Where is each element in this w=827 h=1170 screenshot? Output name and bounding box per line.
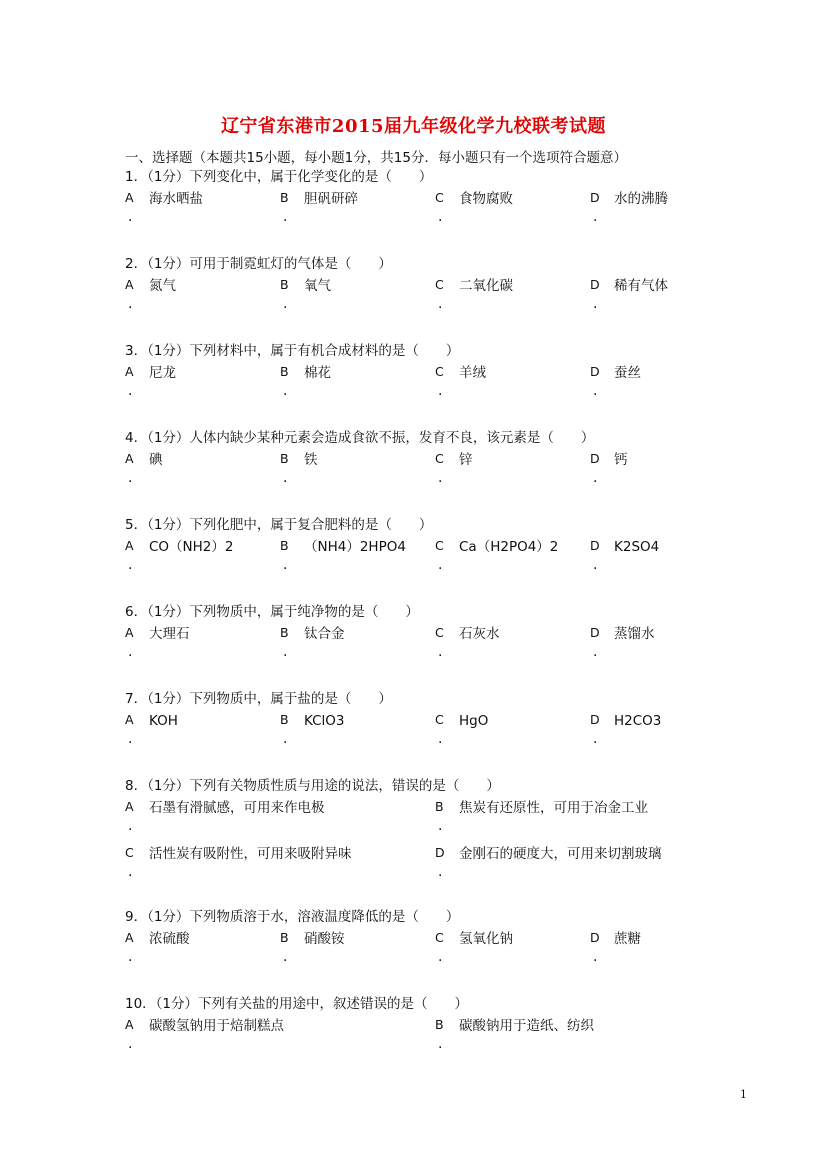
option-text: 锌 bbox=[459, 452, 473, 468]
question-4 bbox=[125, 427, 725, 495]
option-letter: C bbox=[435, 190, 444, 205]
option-text: 氮气 bbox=[149, 278, 176, 294]
option-letter: D bbox=[590, 930, 600, 945]
option-letter: A bbox=[125, 930, 134, 945]
option-text: 食物腐败 bbox=[459, 191, 513, 207]
option-letter: A bbox=[125, 451, 134, 466]
option-text: 钙 bbox=[614, 452, 628, 468]
option-dot: . bbox=[283, 209, 288, 225]
option-letter: C bbox=[435, 277, 444, 292]
option-text: 碘 bbox=[149, 452, 163, 468]
option-dot: . bbox=[128, 557, 133, 573]
question-1 bbox=[125, 166, 725, 234]
question-9 bbox=[125, 906, 725, 974]
option-row bbox=[125, 1015, 725, 1061]
question-stem: 1．（1分）下列变化中，属于化学变化的是（ ） bbox=[125, 169, 433, 185]
page-title: 辽宁省东港市2015届九年级化学九校联考试题 bbox=[220, 116, 607, 137]
option-dot: . bbox=[438, 557, 443, 573]
option-letter: B bbox=[280, 712, 289, 727]
option-letter: B bbox=[435, 799, 444, 814]
option-row bbox=[125, 928, 725, 974]
option-letter: A bbox=[125, 538, 134, 553]
option-row bbox=[125, 362, 725, 408]
option-dot: . bbox=[438, 731, 443, 747]
option-dot: . bbox=[438, 296, 443, 312]
option-letter: B bbox=[280, 364, 289, 379]
option-text: 碳酸氢钠用于焙制糕点 bbox=[149, 1018, 284, 1034]
option-text: 胆矾研碎 bbox=[304, 191, 358, 207]
option-text: HgO bbox=[459, 713, 489, 729]
option-letter: C bbox=[435, 930, 444, 945]
question-7 bbox=[125, 688, 725, 756]
option-text: 石墨有滑腻感，可用来作电极 bbox=[149, 800, 325, 816]
option-text: 棉花 bbox=[304, 365, 331, 381]
question-stem: 3．（1分）下列材料中，属于有机合成材料的是（ ） bbox=[125, 343, 460, 359]
option-dot: . bbox=[128, 383, 133, 399]
question-stem: 8．（1分）下列有关物质性质与用途的说法，错误的是（ ） bbox=[125, 778, 500, 794]
option-row bbox=[125, 275, 725, 321]
option-row bbox=[125, 623, 725, 669]
option-text: H2CO3 bbox=[614, 713, 662, 729]
option-text: 石灰水 bbox=[459, 626, 500, 642]
option-letter: B bbox=[280, 930, 289, 945]
option-text: 活性炭有吸附性，可用来吸附异味 bbox=[149, 846, 352, 862]
option-letter: B bbox=[280, 538, 289, 553]
option-letter: B bbox=[280, 451, 289, 466]
option-dot: . bbox=[438, 470, 443, 486]
option-letter: C bbox=[435, 364, 444, 379]
option-letter: B bbox=[280, 277, 289, 292]
option-letter: A bbox=[125, 712, 134, 727]
option-text: 铁 bbox=[304, 452, 318, 468]
option-text: KOH bbox=[149, 713, 178, 729]
option-letter: A bbox=[125, 364, 134, 379]
option-letter: C bbox=[125, 845, 134, 860]
option-dot: . bbox=[593, 949, 598, 965]
option-letter: D bbox=[590, 364, 600, 379]
option-text: 稀有气体 bbox=[614, 278, 668, 294]
option-text: 蒸馏水 bbox=[614, 626, 655, 642]
question-10 bbox=[125, 993, 725, 1061]
option-text: Ca（H2PO4）2 bbox=[459, 539, 559, 555]
option-dot: . bbox=[128, 644, 133, 660]
option-letter: A bbox=[125, 625, 134, 640]
option-dot: . bbox=[128, 818, 133, 834]
option-letter: D bbox=[590, 451, 600, 466]
option-row bbox=[125, 188, 725, 234]
option-dot: . bbox=[593, 644, 598, 660]
option-text: 氢氧化钠 bbox=[459, 931, 513, 947]
option-letter: A bbox=[125, 1017, 134, 1032]
option-dot: . bbox=[438, 1036, 443, 1052]
question-stem: 6．（1分）下列物质中，属于纯净物的是（ ） bbox=[125, 604, 419, 620]
option-text: 浓硫酸 bbox=[149, 931, 190, 947]
option-letter: A bbox=[125, 799, 134, 814]
option-letter: C bbox=[435, 625, 444, 640]
option-letter: C bbox=[435, 451, 444, 466]
option-text: 水的沸腾 bbox=[614, 191, 668, 207]
option-dot: . bbox=[593, 296, 598, 312]
option-letter: B bbox=[280, 625, 289, 640]
option-row bbox=[125, 710, 725, 756]
option-row bbox=[125, 843, 725, 889]
option-letter: A bbox=[125, 277, 134, 292]
option-text: 海水晒盐 bbox=[149, 191, 203, 207]
question-2 bbox=[125, 253, 725, 321]
question-stem: 4．（1分）人体内缺少某种元素会造成食欲不振，发育不良，该元素是（ ） bbox=[125, 430, 595, 446]
option-dot: . bbox=[438, 209, 443, 225]
section-heading: 一、选择题（本题共15小题，每小题1分，共15分．每小题只有一个选项符合题意） bbox=[125, 150, 627, 166]
option-letter: D bbox=[590, 190, 600, 205]
option-text: 金刚石的硬度大，可用来切割玻璃 bbox=[459, 846, 662, 862]
question-5 bbox=[125, 514, 725, 582]
option-text: 碳酸钠用于造纸、纺织 bbox=[459, 1018, 594, 1034]
option-dot: . bbox=[283, 470, 288, 486]
option-dot: . bbox=[593, 731, 598, 747]
option-letter: B bbox=[435, 1017, 444, 1032]
option-text: 硝酸铵 bbox=[304, 931, 345, 947]
question-3 bbox=[125, 340, 725, 408]
question-6 bbox=[125, 601, 725, 669]
option-dot: . bbox=[593, 209, 598, 225]
option-dot: . bbox=[128, 209, 133, 225]
option-dot: . bbox=[128, 296, 133, 312]
option-text: 羊绒 bbox=[459, 365, 486, 381]
option-dot: . bbox=[438, 818, 443, 834]
option-letter: A bbox=[125, 190, 134, 205]
question-stem: 10．（1分）下列有关盐的用途中，叙述错误的是（ ） bbox=[125, 996, 469, 1012]
page-number: 1 bbox=[740, 1088, 747, 1101]
option-text: 钛合金 bbox=[304, 626, 345, 642]
option-letter: D bbox=[435, 845, 445, 860]
option-dot: . bbox=[593, 383, 598, 399]
option-text: 焦炭有还原性，可用于冶金工业 bbox=[459, 800, 648, 816]
question-stem: 5．（1分）下列化肥中，属于复合肥料的是（ ） bbox=[125, 517, 433, 533]
option-dot: . bbox=[128, 864, 133, 880]
option-letter: C bbox=[435, 538, 444, 553]
option-letter: D bbox=[590, 538, 600, 553]
option-letter: D bbox=[590, 277, 600, 292]
option-letter: B bbox=[280, 190, 289, 205]
option-row bbox=[125, 449, 725, 495]
option-text: CO（NH2）2 bbox=[149, 539, 234, 555]
option-dot: . bbox=[283, 296, 288, 312]
question-stem: 2．（1分）可用于制霓虹灯的气体是（ ） bbox=[125, 256, 392, 272]
question-stem: 7．（1分）下列物质中，属于盐的是（ ） bbox=[125, 691, 392, 707]
option-dot: . bbox=[283, 557, 288, 573]
option-text: 氧气 bbox=[304, 278, 331, 294]
option-dot: . bbox=[438, 383, 443, 399]
option-dot: . bbox=[128, 1036, 133, 1052]
option-dot: . bbox=[128, 949, 133, 965]
option-text: KClO3 bbox=[304, 713, 345, 729]
option-row bbox=[125, 797, 725, 843]
option-text: 蔗糖 bbox=[614, 931, 641, 947]
option-letter: C bbox=[435, 712, 444, 727]
option-text: 大理石 bbox=[149, 626, 190, 642]
option-dot: . bbox=[283, 731, 288, 747]
option-text: K2SO4 bbox=[614, 539, 660, 555]
option-dot: . bbox=[438, 949, 443, 965]
option-dot: . bbox=[128, 731, 133, 747]
option-dot: . bbox=[593, 470, 598, 486]
question-stem: 9．（1分）下列物质溶于水，溶液温度降低的是（ ） bbox=[125, 909, 460, 925]
option-text: 蚕丝 bbox=[614, 365, 641, 381]
option-dot: . bbox=[283, 644, 288, 660]
question-8 bbox=[125, 775, 725, 889]
option-dot: . bbox=[283, 383, 288, 399]
option-letter: D bbox=[590, 712, 600, 727]
option-dot: . bbox=[283, 949, 288, 965]
option-text: 尼龙 bbox=[149, 365, 176, 381]
option-dot: . bbox=[128, 470, 133, 486]
option-text: （NH4）2HPO4 bbox=[304, 539, 406, 555]
option-dot: . bbox=[593, 557, 598, 573]
option-letter: D bbox=[590, 625, 600, 640]
option-dot: . bbox=[438, 864, 443, 880]
option-text: 二氧化碳 bbox=[459, 278, 513, 294]
option-dot: . bbox=[438, 644, 443, 660]
option-row bbox=[125, 536, 725, 582]
